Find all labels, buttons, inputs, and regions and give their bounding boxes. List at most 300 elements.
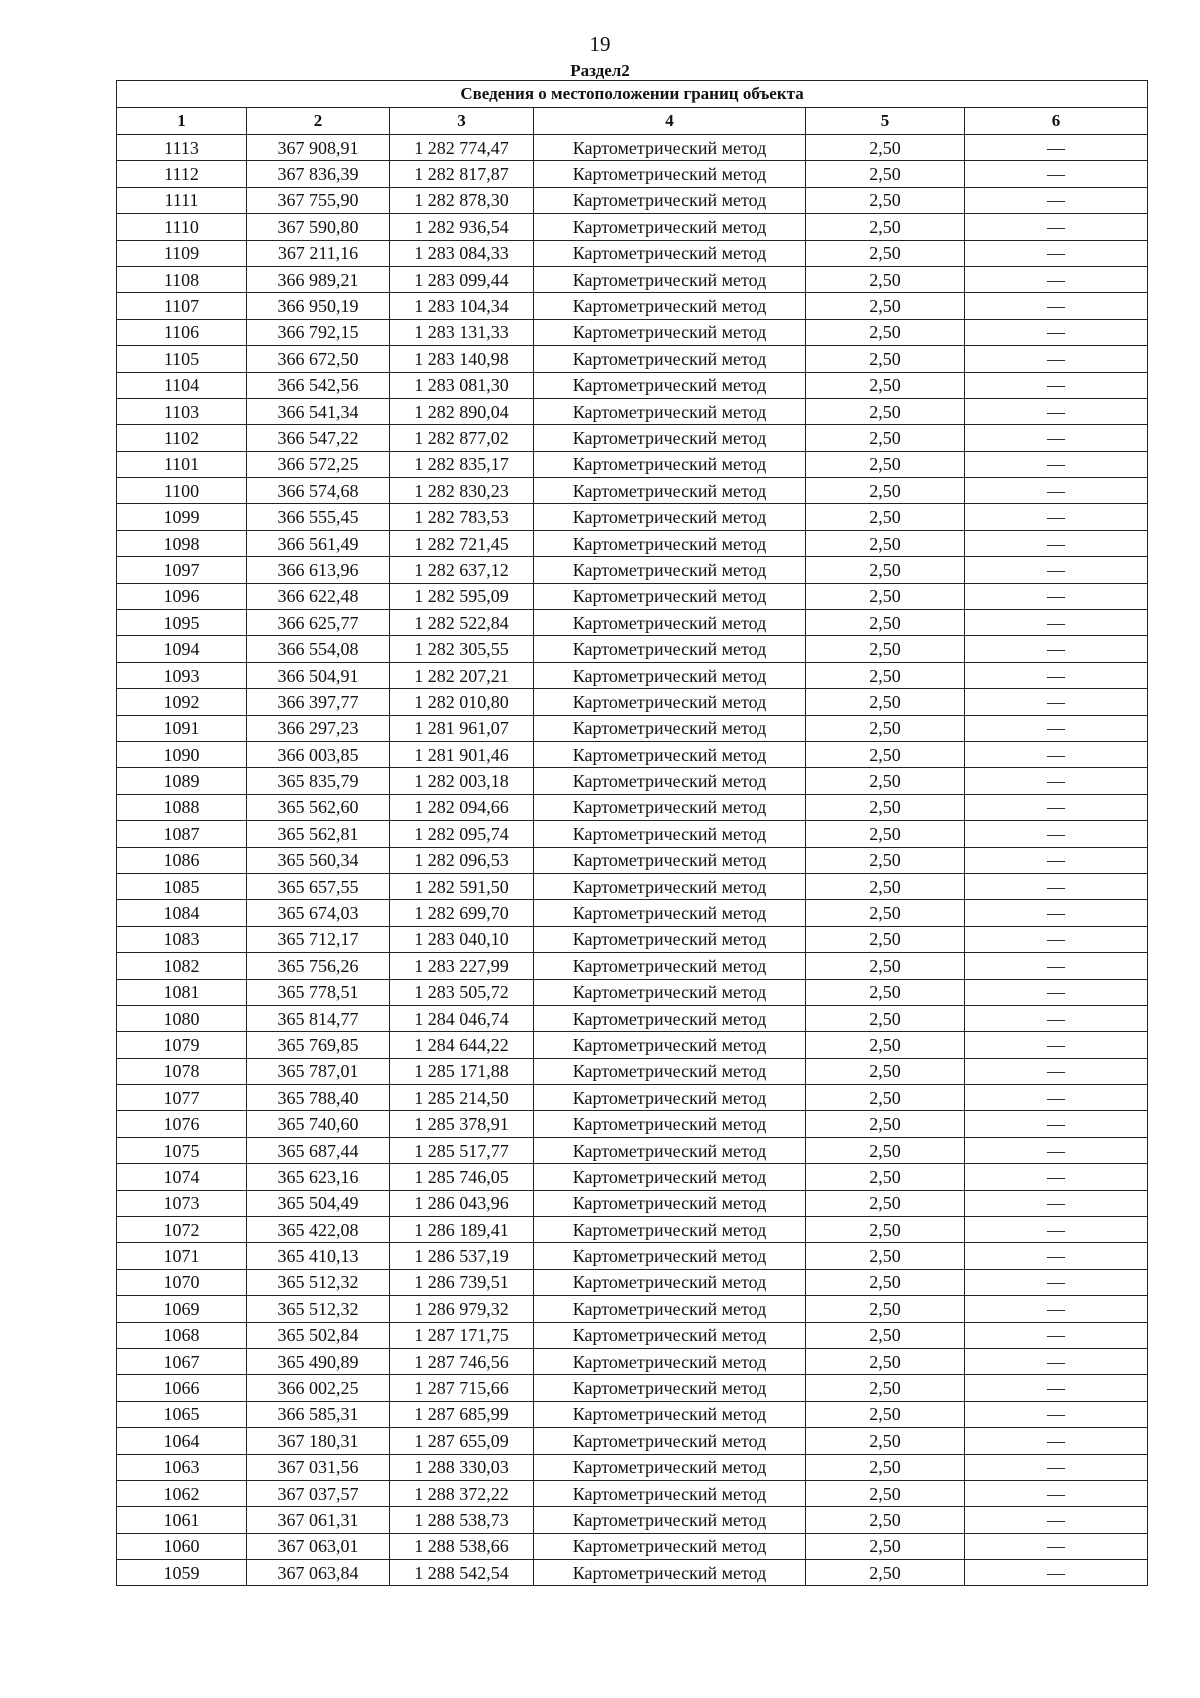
point-number-cell: 1076 (117, 1111, 247, 1137)
method-cell: Картометрический метод (534, 821, 806, 847)
method-cell: Картометрический метод (534, 504, 806, 530)
table-row (117, 425, 1148, 451)
method-cell: Картометрический метод (534, 187, 806, 213)
accuracy-cell: 2,50 (806, 425, 965, 451)
y-coordinate-cell: 1 287 655,09 (390, 1428, 534, 1454)
method-cell: Картометрический метод (534, 1348, 806, 1374)
description-cell: — (965, 1111, 1148, 1137)
description-cell: — (965, 557, 1148, 583)
method-cell: Картометрический метод (534, 161, 806, 187)
point-number-cell: 1113 (117, 135, 247, 161)
accuracy-cell: 2,50 (806, 478, 965, 504)
y-coordinate-cell: 1 284 046,74 (390, 1005, 534, 1031)
point-number-cell: 1078 (117, 1058, 247, 1084)
table-row (117, 293, 1148, 319)
table-caption-row (117, 81, 1148, 108)
y-coordinate-cell: 1 282 003,18 (390, 768, 534, 794)
table-header-row (117, 108, 1148, 135)
table-row (117, 979, 1148, 1005)
method-cell: Картометрический метод (534, 1454, 806, 1480)
table-row (117, 214, 1148, 240)
x-coordinate-cell: 365 623,16 (247, 1164, 390, 1190)
x-coordinate-cell: 365 740,60 (247, 1111, 390, 1137)
description-cell: — (965, 821, 1148, 847)
x-coordinate-cell: 367 908,91 (247, 135, 390, 161)
point-number-cell: 1092 (117, 689, 247, 715)
method-cell: Картометрический метод (534, 1560, 806, 1586)
x-coordinate-cell: 366 542,56 (247, 372, 390, 398)
accuracy-cell: 2,50 (806, 636, 965, 662)
method-cell: Картометрический метод (534, 1164, 806, 1190)
description-cell: — (965, 240, 1148, 266)
method-cell: Картометрический метод (534, 135, 806, 161)
point-number-cell: 1102 (117, 425, 247, 451)
table-row (117, 1217, 1148, 1243)
y-coordinate-cell: 1 283 081,30 (390, 372, 534, 398)
x-coordinate-cell: 366 625,77 (247, 610, 390, 636)
description-cell: — (965, 530, 1148, 556)
description-cell: — (965, 504, 1148, 530)
table-row (117, 1085, 1148, 1111)
table-row (117, 1454, 1148, 1480)
description-cell: — (965, 1085, 1148, 1111)
point-number-cell: 1091 (117, 715, 247, 741)
x-coordinate-cell: 367 063,84 (247, 1560, 390, 1586)
table-row (117, 372, 1148, 398)
accuracy-cell: 2,50 (806, 557, 965, 583)
x-coordinate-cell: 365 560,34 (247, 847, 390, 873)
point-number-cell: 1104 (117, 372, 247, 398)
table-row (117, 873, 1148, 899)
point-number-cell: 1094 (117, 636, 247, 662)
page-number: 19 (589, 32, 611, 56)
x-coordinate-cell: 366 585,31 (247, 1401, 390, 1427)
point-number-cell: 1060 (117, 1533, 247, 1559)
accuracy-cell: 2,50 (806, 662, 965, 688)
method-cell: Картометрический метод (534, 636, 806, 662)
accuracy-cell: 2,50 (806, 1322, 965, 1348)
accuracy-cell: 2,50 (806, 187, 965, 213)
x-coordinate-cell: 367 590,80 (247, 214, 390, 240)
accuracy-cell: 2,50 (806, 1480, 965, 1506)
point-number-cell: 1112 (117, 161, 247, 187)
table-row (117, 610, 1148, 636)
description-cell: — (965, 847, 1148, 873)
point-number-cell: 1061 (117, 1507, 247, 1533)
accuracy-cell: 2,50 (806, 1032, 965, 1058)
table-row (117, 1322, 1148, 1348)
point-number-cell: 1089 (117, 768, 247, 794)
method-cell: Картометрический метод (534, 266, 806, 292)
y-coordinate-cell: 1 285 746,05 (390, 1164, 534, 1190)
method-cell: Картометрический метод (534, 372, 806, 398)
accuracy-cell: 2,50 (806, 1217, 965, 1243)
y-coordinate-cell: 1 282 095,74 (390, 821, 534, 847)
description-cell: — (965, 161, 1148, 187)
x-coordinate-cell: 367 180,31 (247, 1428, 390, 1454)
y-coordinate-cell: 1 285 517,77 (390, 1137, 534, 1163)
y-coordinate-cell: 1 288 372,22 (390, 1480, 534, 1506)
accuracy-cell: 2,50 (806, 741, 965, 767)
table-row (117, 1111, 1148, 1137)
accuracy-cell: 2,50 (806, 346, 965, 372)
y-coordinate-cell: 1 282 207,21 (390, 662, 534, 688)
table-row (117, 1190, 1148, 1216)
x-coordinate-cell: 365 787,01 (247, 1058, 390, 1084)
method-cell: Картометрический метод (534, 240, 806, 266)
method-cell: Картометрический метод (534, 1507, 806, 1533)
description-cell: — (965, 1137, 1148, 1163)
y-coordinate-cell: 1 282 595,09 (390, 583, 534, 609)
y-coordinate-cell: 1 282 936,54 (390, 214, 534, 240)
y-coordinate-cell: 1 282 721,45 (390, 530, 534, 556)
x-coordinate-cell: 365 756,26 (247, 953, 390, 979)
description-cell: — (965, 266, 1148, 292)
description-cell: — (965, 1058, 1148, 1084)
y-coordinate-cell: 1 283 099,44 (390, 266, 534, 292)
method-cell: Картометрический метод (534, 1296, 806, 1322)
method-cell: Картометрический метод (534, 1428, 806, 1454)
method-cell: Картометрический метод (534, 1269, 806, 1295)
table-row (117, 1480, 1148, 1506)
description-cell: — (965, 1243, 1148, 1269)
y-coordinate-cell: 1 286 537,19 (390, 1243, 534, 1269)
x-coordinate-cell: 367 211,16 (247, 240, 390, 266)
accuracy-cell: 2,50 (806, 847, 965, 873)
point-number-cell: 1073 (117, 1190, 247, 1216)
description-cell: — (965, 794, 1148, 820)
table-row (117, 583, 1148, 609)
description-cell: — (965, 1480, 1148, 1506)
table-row (117, 346, 1148, 372)
point-number-cell: 1071 (117, 1243, 247, 1269)
table-row (117, 1507, 1148, 1533)
point-number-cell: 1066 (117, 1375, 247, 1401)
accuracy-cell: 2,50 (806, 1137, 965, 1163)
point-number-cell: 1085 (117, 873, 247, 899)
description-cell: — (965, 425, 1148, 451)
accuracy-cell: 2,50 (806, 293, 965, 319)
point-number-cell: 1059 (117, 1560, 247, 1586)
table-row (117, 1428, 1148, 1454)
description-cell: — (965, 741, 1148, 767)
y-coordinate-cell: 1 282 878,30 (390, 187, 534, 213)
method-cell: Картометрический метод (534, 451, 806, 477)
point-number-cell: 1064 (117, 1428, 247, 1454)
description-cell: — (965, 1032, 1148, 1058)
point-number-cell: 1106 (117, 319, 247, 345)
x-coordinate-cell: 365 657,55 (247, 873, 390, 899)
x-coordinate-cell: 365 512,32 (247, 1269, 390, 1295)
accuracy-cell: 2,50 (806, 794, 965, 820)
y-coordinate-cell: 1 282 305,55 (390, 636, 534, 662)
y-coordinate-cell: 1 285 378,91 (390, 1111, 534, 1137)
description-cell: — (965, 900, 1148, 926)
method-cell: Картометрический метод (534, 715, 806, 741)
method-cell: Картометрический метод (534, 900, 806, 926)
table-body (117, 135, 1148, 1586)
y-coordinate-cell: 1 282 094,66 (390, 794, 534, 820)
method-cell: Картометрический метод (534, 1243, 806, 1269)
description-cell: — (965, 1217, 1148, 1243)
method-cell: Картометрический метод (534, 1480, 806, 1506)
y-coordinate-cell: 1 286 979,32 (390, 1296, 534, 1322)
method-cell: Картометрический метод (534, 1085, 806, 1111)
x-coordinate-cell: 365 814,77 (247, 1005, 390, 1031)
point-number-cell: 1099 (117, 504, 247, 530)
point-number-cell: 1074 (117, 1164, 247, 1190)
y-coordinate-cell: 1 288 538,73 (390, 1507, 534, 1533)
y-coordinate-cell: 1 282 774,47 (390, 135, 534, 161)
x-coordinate-cell: 365 674,03 (247, 900, 390, 926)
method-cell: Картометрический метод (534, 1533, 806, 1559)
x-coordinate-cell: 366 989,21 (247, 266, 390, 292)
x-coordinate-cell: 365 769,85 (247, 1032, 390, 1058)
x-coordinate-cell: 366 572,25 (247, 451, 390, 477)
accuracy-cell: 2,50 (806, 583, 965, 609)
table-row (117, 768, 1148, 794)
accuracy-cell: 2,50 (806, 821, 965, 847)
accuracy-cell: 2,50 (806, 504, 965, 530)
x-coordinate-cell: 366 547,22 (247, 425, 390, 451)
y-coordinate-cell: 1 282 877,02 (390, 425, 534, 451)
description-cell: — (965, 1401, 1148, 1427)
description-cell: — (965, 1296, 1148, 1322)
x-coordinate-cell: 367 031,56 (247, 1454, 390, 1480)
description-cell: — (965, 346, 1148, 372)
y-coordinate-cell: 1 283 084,33 (390, 240, 534, 266)
accuracy-cell: 2,50 (806, 979, 965, 1005)
point-number-cell: 1111 (117, 187, 247, 213)
accuracy-cell: 2,50 (806, 161, 965, 187)
table-row (117, 319, 1148, 345)
description-cell: — (965, 610, 1148, 636)
point-number-cell: 1077 (117, 1085, 247, 1111)
method-cell: Картометрический метод (534, 1322, 806, 1348)
x-coordinate-cell: 365 835,79 (247, 768, 390, 794)
y-coordinate-cell: 1 283 131,33 (390, 319, 534, 345)
x-coordinate-cell: 366 541,34 (247, 398, 390, 424)
y-coordinate-cell: 1 281 901,46 (390, 741, 534, 767)
y-coordinate-cell: 1 286 189,41 (390, 1217, 534, 1243)
table-row (117, 240, 1148, 266)
point-number-cell: 1097 (117, 557, 247, 583)
description-cell: — (965, 478, 1148, 504)
table-row (117, 504, 1148, 530)
method-cell: Картометрический метод (534, 425, 806, 451)
table-row (117, 741, 1148, 767)
method-cell: Картометрический метод (534, 610, 806, 636)
description-cell: — (965, 662, 1148, 688)
x-coordinate-cell: 367 755,90 (247, 187, 390, 213)
point-number-cell: 1103 (117, 398, 247, 424)
method-cell: Картометрический метод (534, 530, 806, 556)
table-row (117, 1032, 1148, 1058)
point-number-cell: 1070 (117, 1269, 247, 1295)
y-coordinate-cell: 1 282 817,87 (390, 161, 534, 187)
table-row (117, 926, 1148, 952)
y-coordinate-cell: 1 282 010,80 (390, 689, 534, 715)
y-coordinate-cell: 1 282 699,70 (390, 900, 534, 926)
accuracy-cell: 2,50 (806, 768, 965, 794)
x-coordinate-cell: 365 410,13 (247, 1243, 390, 1269)
table-row (117, 847, 1148, 873)
table-row (117, 1560, 1148, 1586)
table-row (117, 1243, 1148, 1269)
description-cell: — (965, 1190, 1148, 1216)
method-cell: Картометрический метод (534, 346, 806, 372)
point-number-cell: 1101 (117, 451, 247, 477)
description-cell: — (965, 1164, 1148, 1190)
point-number-cell: 1083 (117, 926, 247, 952)
method-cell: Картометрический метод (534, 926, 806, 952)
x-coordinate-cell: 366 561,49 (247, 530, 390, 556)
point-number-cell: 1109 (117, 240, 247, 266)
description-cell: — (965, 768, 1148, 794)
y-coordinate-cell: 1 283 104,34 (390, 293, 534, 319)
x-coordinate-cell: 367 063,01 (247, 1533, 390, 1559)
y-coordinate-cell: 1 282 096,53 (390, 847, 534, 873)
point-number-cell: 1068 (117, 1322, 247, 1348)
accuracy-cell: 2,50 (806, 530, 965, 556)
method-cell: Картометрический метод (534, 1217, 806, 1243)
table-row (117, 715, 1148, 741)
accuracy-cell: 2,50 (806, 1058, 965, 1084)
point-number-cell: 1072 (117, 1217, 247, 1243)
method-cell: Картометрический метод (534, 1137, 806, 1163)
x-coordinate-cell: 367 836,39 (247, 161, 390, 187)
description-cell: — (965, 319, 1148, 345)
accuracy-cell: 2,50 (806, 1269, 965, 1295)
point-number-cell: 1088 (117, 794, 247, 820)
table-row (117, 794, 1148, 820)
accuracy-cell: 2,50 (806, 266, 965, 292)
table-row (117, 1533, 1148, 1559)
description-cell: — (965, 372, 1148, 398)
x-coordinate-cell: 365 687,44 (247, 1137, 390, 1163)
column-header: 6 (965, 108, 1148, 135)
x-coordinate-cell: 365 502,84 (247, 1322, 390, 1348)
accuracy-cell: 2,50 (806, 319, 965, 345)
x-coordinate-cell: 365 788,40 (247, 1085, 390, 1111)
table-row (117, 1058, 1148, 1084)
description-cell: — (965, 1348, 1148, 1374)
x-coordinate-cell: 365 562,60 (247, 794, 390, 820)
point-number-cell: 1079 (117, 1032, 247, 1058)
x-coordinate-cell: 366 950,19 (247, 293, 390, 319)
point-number-cell: 1084 (117, 900, 247, 926)
method-cell: Картометрический метод (534, 214, 806, 240)
point-number-cell: 1075 (117, 1137, 247, 1163)
table-row (117, 1375, 1148, 1401)
x-coordinate-cell: 366 613,96 (247, 557, 390, 583)
boundary-table (116, 80, 1148, 1586)
x-coordinate-cell: 365 712,17 (247, 926, 390, 952)
table-row (117, 530, 1148, 556)
accuracy-cell: 2,50 (806, 689, 965, 715)
y-coordinate-cell: 1 282 890,04 (390, 398, 534, 424)
y-coordinate-cell: 1 286 739,51 (390, 1269, 534, 1295)
description-cell: — (965, 926, 1148, 952)
accuracy-cell: 2,50 (806, 873, 965, 899)
y-coordinate-cell: 1 282 591,50 (390, 873, 534, 899)
y-coordinate-cell: 1 288 538,66 (390, 1533, 534, 1559)
table-row (117, 1164, 1148, 1190)
point-number-cell: 1098 (117, 530, 247, 556)
column-header: 4 (534, 108, 806, 135)
table-row (117, 1005, 1148, 1031)
accuracy-cell: 2,50 (806, 715, 965, 741)
method-cell: Картометрический метод (534, 662, 806, 688)
table-row (117, 1296, 1148, 1322)
point-number-cell: 1081 (117, 979, 247, 1005)
x-coordinate-cell: 365 512,32 (247, 1296, 390, 1322)
y-coordinate-cell: 1 282 522,84 (390, 610, 534, 636)
y-coordinate-cell: 1 286 043,96 (390, 1190, 534, 1216)
description-cell: — (965, 1507, 1148, 1533)
description-cell: — (965, 953, 1148, 979)
x-coordinate-cell: 366 003,85 (247, 741, 390, 767)
description-cell: — (965, 1375, 1148, 1401)
table-row (117, 478, 1148, 504)
method-cell: Картометрический метод (534, 847, 806, 873)
method-cell: Картометрический метод (534, 319, 806, 345)
point-number-cell: 1100 (117, 478, 247, 504)
y-coordinate-cell: 1 287 746,56 (390, 1348, 534, 1374)
accuracy-cell: 2,50 (806, 398, 965, 424)
accuracy-cell: 2,50 (806, 1454, 965, 1480)
accuracy-cell: 2,50 (806, 240, 965, 266)
y-coordinate-cell: 1 282 830,23 (390, 478, 534, 504)
table-row (117, 161, 1148, 187)
table-row (117, 187, 1148, 213)
method-cell: Картометрический метод (534, 293, 806, 319)
accuracy-cell: 2,50 (806, 1190, 965, 1216)
y-coordinate-cell: 1 281 961,07 (390, 715, 534, 741)
x-coordinate-cell: 366 555,45 (247, 504, 390, 530)
x-coordinate-cell: 365 490,89 (247, 1348, 390, 1374)
x-coordinate-cell: 365 562,81 (247, 821, 390, 847)
point-number-cell: 1063 (117, 1454, 247, 1480)
table-row (117, 398, 1148, 424)
accuracy-cell: 2,50 (806, 1401, 965, 1427)
accuracy-cell: 2,50 (806, 1375, 965, 1401)
point-number-cell: 1110 (117, 214, 247, 240)
point-number-cell: 1087 (117, 821, 247, 847)
y-coordinate-cell: 1 282 637,12 (390, 557, 534, 583)
y-coordinate-cell: 1 284 644,22 (390, 1032, 534, 1058)
table-row (117, 266, 1148, 292)
x-coordinate-cell: 366 504,91 (247, 662, 390, 688)
point-number-cell: 1107 (117, 293, 247, 319)
y-coordinate-cell: 1 288 330,03 (390, 1454, 534, 1480)
accuracy-cell: 2,50 (806, 451, 965, 477)
description-cell: — (965, 1005, 1148, 1031)
method-cell: Картометрический метод (534, 1190, 806, 1216)
point-number-cell: 1082 (117, 953, 247, 979)
description-cell: — (965, 1454, 1148, 1480)
table-row (117, 953, 1148, 979)
accuracy-cell: 2,50 (806, 926, 965, 952)
description-cell: — (965, 1560, 1148, 1586)
x-coordinate-cell: 366 002,25 (247, 1375, 390, 1401)
accuracy-cell: 2,50 (806, 953, 965, 979)
point-number-cell: 1069 (117, 1296, 247, 1322)
method-cell: Картометрический метод (534, 478, 806, 504)
method-cell: Картометрический метод (534, 1005, 806, 1031)
accuracy-cell: 2,50 (806, 1348, 965, 1374)
method-cell: Картометрический метод (534, 1058, 806, 1084)
